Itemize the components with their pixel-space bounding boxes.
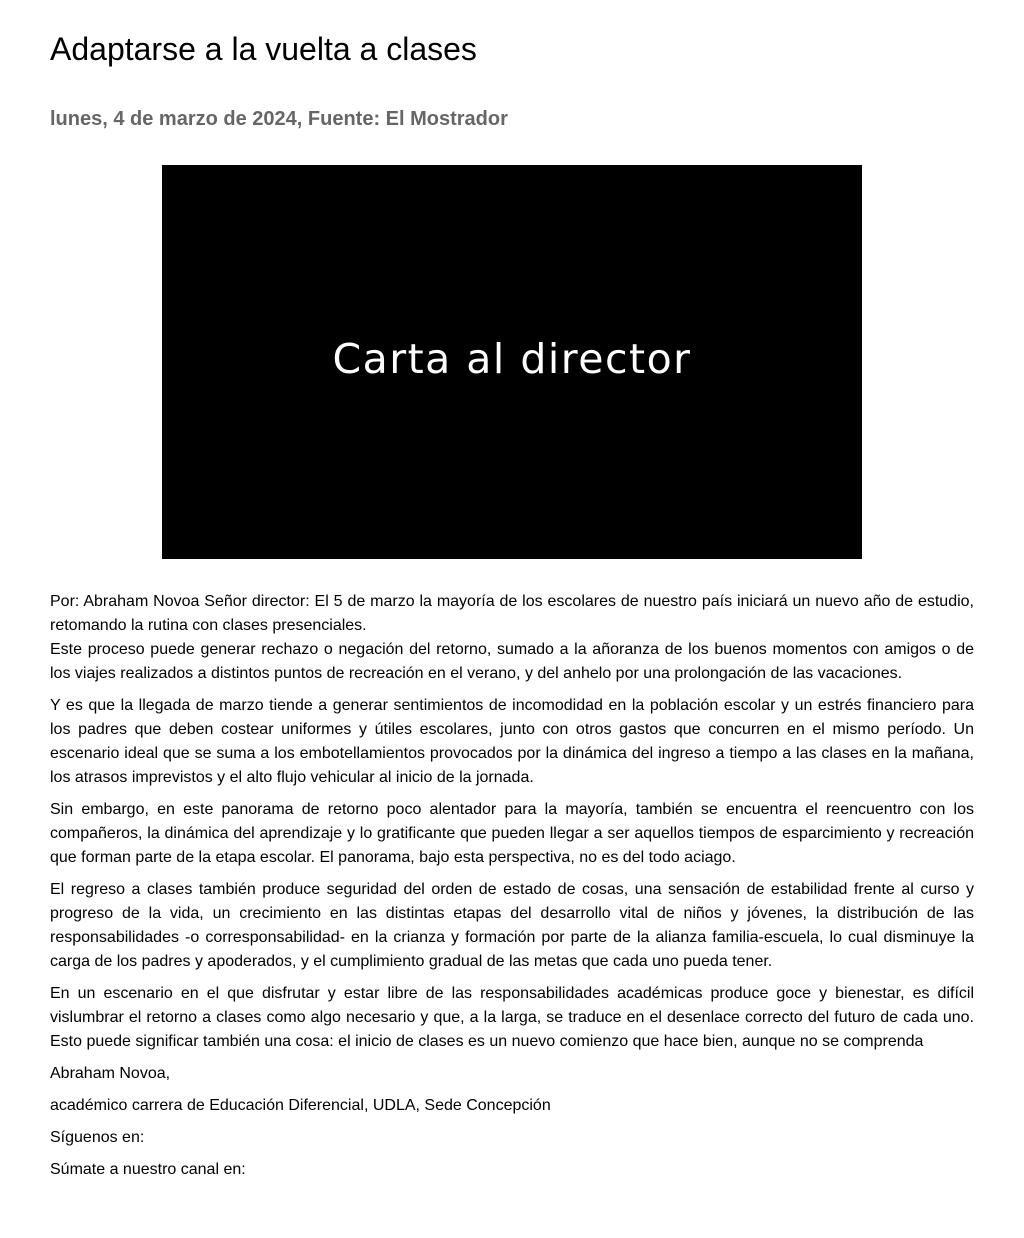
article-date-source: lunes, 4 de marzo de 2024, Fuente: El Mostrador — [50, 108, 508, 130]
article-paragraph: Sin embargo, en este panorama de retorno poco alentador para la mayoría, también se encuentra el reencuentro con los compañeros, la dinámica del aprendizaje y lo gratificante que pueden llegar a ser aquellos tiempos de esparcimiento y recreación que forman parte de la etapa escolar. El panorama, bajo esta perspectiva, no es del todo aciago. — [50, 801, 974, 866]
author-affiliation: académico carrera de Educación Diferencial, UDLA, Sede Concepción — [50, 1097, 551, 1114]
article-image — [162, 165, 862, 559]
article-title: Adaptarse a la vuelta a clases — [50, 31, 477, 67]
article-paragraph: Por: Abraham Novoa Señor director: El 5 de marzo la mayoría de los escolares de nuestro país iniciará un nuevo año de estudio, retomando la rutina con clases presenciales. — [50, 593, 974, 634]
article-body — [50, 590, 974, 1182]
article-paragraph: En un escenario en el que disfrutar y estar libre de las responsabilidades académicas produce goce y bienestar, es difícil vislumbrar el retorno a clases como algo necesario y que, a la larga, se traduce en el desenlace correcto del futuro de cada uno. Esto puede significar también una cosa: el inicio de clases es un nuevo comienzo que hace bien, aunque no se comprenda — [50, 985, 974, 1050]
article-image-caption: Carta al director — [332, 335, 692, 383]
article-paragraph: Este proceso puede generar rechazo o negación del retorno, sumado a la añoranza de los buenos momentos con amigos o de los viajes realizados a distintos puntos de recreación en el verano, y del anhelo por una prolongación de las vacaciones. — [50, 641, 974, 682]
follow-us-label: Síguenos en: — [50, 1129, 145, 1146]
article-paragraph: Y es que la llegada de marzo tiende a generar sentimientos de incomodidad en la población escolar y un estrés financiero para los padres que deben costear uniformes y útiles escolares, junto con otros gastos que concurren en el mismo período. Un escenario ideal que se suma a los embotellamientos provocados por la dinámica del ingreso a tiempo a las clases en la mañana, los atrasos imprevistos y el alto flujo vehicular al inicio de la jornada. — [50, 697, 974, 786]
article-paragraph: El regreso a clases también produce seguridad del orden de estado de cosas, una sensación de estabilidad frente al curso y progreso de la vida, un crecimiento en las distintas etapas del desarrollo vital de niños y jóvenes, la distribución de las responsabilidades -o corresponsabilidad- en la crianza y formación por parte de la alianza familia-escuela, lo cual disminuye la carga de los padres y apoderados, y el cumplimiento gradual de las metas que cada uno pueda tener. — [50, 881, 974, 970]
join-channel-label: Súmate a nuestro canal en: — [50, 1161, 246, 1178]
author-name: Abraham Novoa, — [50, 1065, 171, 1082]
